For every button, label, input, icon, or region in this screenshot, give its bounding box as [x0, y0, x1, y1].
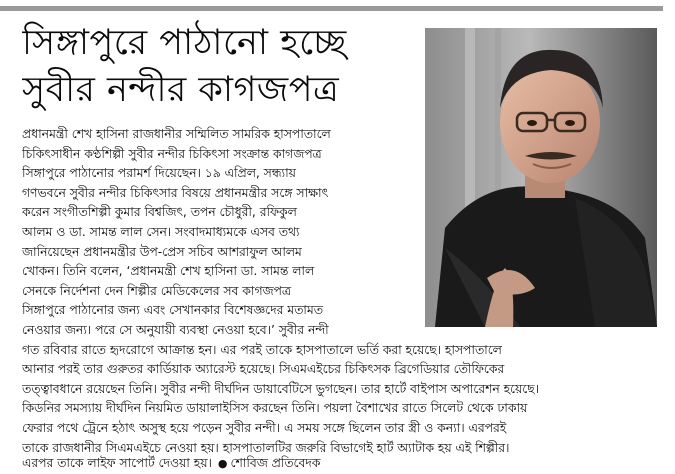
body-line-17: তাকে রাজধানীর সিএমএইচে নেওয়া হয়। হাসপাতালটির জরুরি বিভাগেই হার্ট অ্যাটাক হয় এই শিল্পীর। — [22, 441, 510, 455]
body-line-3: সিঙ্গাপুরে পাঠানোর পরামর্শ দিয়েছেন। ১৯ এপ্রিল, সন্ধ্যায় — [22, 166, 296, 180]
last-line — [22, 454, 658, 474]
byline-bullet: ● — [217, 457, 228, 470]
portrait-illustration — [425, 28, 657, 327]
body-line-2: চিকিৎসাধীন কণ্ঠশিল্পী সুবীর নন্দীর চিকিৎসা সংক্রান্ত কাগজপত্র — [22, 147, 322, 161]
body-line-12: গত রবিবার রাতে হৃদরোগে আক্রান্ত হন। এর পরই তাকে হাসপাতালে ভর্তি করা হয়েছে। হাসপাতালে — [22, 343, 502, 357]
body-line-13: আনার পরই তার গুরুতর কার্ডিয়াক অ্যারেস্ট হয়েছে। সিএমএইচের চিকিৎসক ব্রিগেডিয়ার তৌফিকের — [22, 362, 505, 376]
headline — [22, 20, 418, 114]
headline-line-2: সুবীর নন্দীর কাগজপত্র — [22, 70, 340, 110]
body-line-10: সিঙ্গাপুরে পাঠানোর জন্য এবং সেখানকার বিশেষজ্ঞদের মতামত — [22, 303, 323, 317]
top-rule — [0, 6, 663, 11]
body-line-7: জানিয়েছেন প্রধানমন্ত্রীর উপ-প্রেস সচিব আশরাফুল আলম — [22, 245, 302, 259]
body-line-4: গণভবনে সুবীর নন্দীর চিকিৎসার বিষয়ে প্রধানমন্ত্রীর সঙ্গে সাক্ষাৎ — [22, 186, 329, 200]
body-line-5: করেন সংগীতশিল্পী কুমার বিশ্বজিৎ, তপন চৌধুরী, রফিকুল — [22, 205, 297, 219]
body-line-14: তত্ত্বাবধানে রয়েছেন তিনি। সুবীর নন্দী দীর্ঘদিন ডায়াবেটিসে ভুগছেন। তার হার্টে বাইপাস অপারেশন হয়েছে। — [22, 382, 540, 396]
headline-line-1: সিঙ্গাপুরে পাঠানো হচ্ছে — [22, 23, 347, 63]
portrait-photo — [425, 28, 657, 327]
body-line-6: আলম ও ডা. সামন্ত লাল সেন। সংবাদমাধ্যমকে এসব তথ্য — [22, 225, 300, 239]
body-line-11: নেওয়ার জন্য। পরে সে অনুযায়ী ব্যবস্থা নেওয়া হবে।’ সুবীর নন্দী — [22, 323, 329, 337]
body-line-9: সেনকে নির্দেশনা দেন শিল্পীর মেডিকেলের সব কাগজপত্র — [22, 284, 291, 298]
body-line-1: প্রধানমন্ত্রী শেখ হাসিনা রাজধানীর সম্মিলিত সামরিক হাসপাতালে — [22, 127, 331, 141]
byline: শোবিজ প্রতিবেদক — [230, 456, 321, 470]
body-line-15: কিডনির সমস্যায় দীর্ঘদিন নিয়মিত ডায়ালাইসিস করছেন তিনি। পয়লা বৈশাখের রাতে সিলেট থেকে ঢাকায় — [22, 401, 528, 415]
body-line-16: ফেরার পথে ট্রেনে হঠাৎ অসুস্থ হয়ে পড়েন সুবীর নন্দী। এ সময় সঙ্গে ছিলেন তার স্ত্রী ও কন্যা। এরপরই — [22, 421, 507, 435]
body-line-18: এরপর তাকে লাইফ সাপোর্ট দেওয়া হয়। — [22, 456, 212, 470]
body-line-8: খোকন। তিনি বলেন, ‘প্রধানমন্ত্রী শেখ হাসিনা ডা. সামন্ত লাল — [22, 264, 315, 278]
